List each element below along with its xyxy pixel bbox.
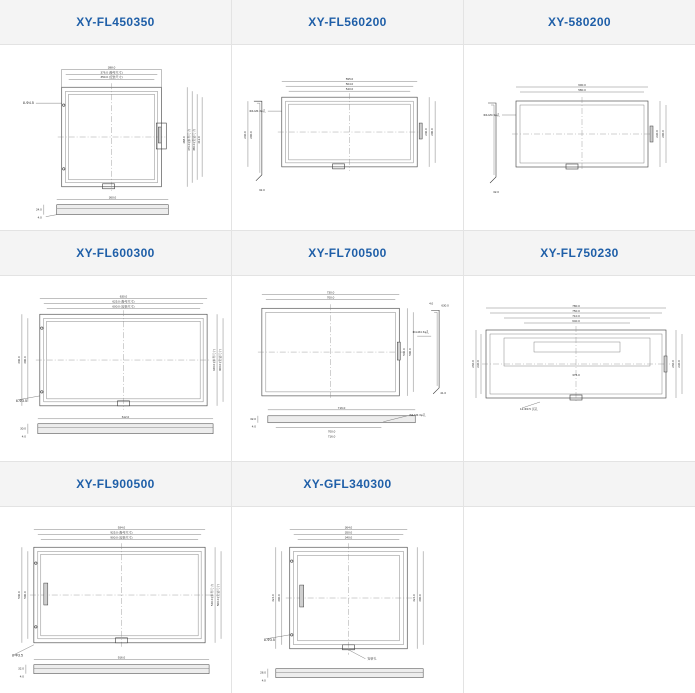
cell-header xyxy=(232,462,463,507)
svg-text:30.0: 30.0 xyxy=(20,426,26,431)
svg-text:32.0: 32.0 xyxy=(250,416,256,421)
svg-text:4.0: 4.0 xyxy=(251,424,256,429)
svg-text:8-Φ3.5: 8-Φ3.5 xyxy=(11,653,23,658)
svg-text:Φ4-M4 3φ孔: Φ4-M4 3φ孔 xyxy=(483,113,500,117)
svg-text:476.0 (参考尺寸): 476.0 (参考尺寸) xyxy=(187,128,192,152)
drawing-area xyxy=(0,45,231,231)
drawing-area xyxy=(232,507,463,693)
product-cell-xy-fl750230[interactable] xyxy=(464,231,695,462)
svg-text:530.0 (参考尺寸): 530.0 (参考尺寸) xyxy=(210,583,215,607)
drawing-area xyxy=(0,507,231,693)
product-title: XY-FL600300 xyxy=(76,246,155,260)
cell-header xyxy=(464,231,695,276)
svg-text:716.0: 716.0 xyxy=(327,434,336,439)
svg-text:12-Φ3.5 沉孔: 12-Φ3.5 沉孔 xyxy=(520,407,538,411)
svg-text:300.0 (安装尺寸): 300.0 (安装尺寸) xyxy=(218,348,223,372)
svg-text:24.0: 24.0 xyxy=(36,207,42,212)
svg-text:8-Φ3.5: 8-Φ3.5 xyxy=(263,637,275,642)
svg-text:540.0: 540.0 xyxy=(345,87,354,92)
technical-drawing-xy-gfl340300 xyxy=(232,507,463,693)
svg-text:564.0: 564.0 xyxy=(345,82,354,87)
cell-header xyxy=(464,0,695,45)
svg-text:700.0: 700.0 xyxy=(326,295,335,300)
cell-header xyxy=(232,0,463,45)
svg-text:710.0: 710.0 xyxy=(572,314,580,318)
svg-text:600.0: 600.0 xyxy=(578,83,586,87)
svg-text:600.0 (安装尺寸): 600.0 (安装尺寸) xyxy=(112,304,135,309)
svg-text:360.0: 360.0 xyxy=(108,195,117,200)
svg-text:530.0: 530.0 xyxy=(402,348,407,356)
svg-text:934.0: 934.0 xyxy=(117,525,126,530)
product-cell-empty xyxy=(464,462,695,693)
svg-text:230.0: 230.0 xyxy=(476,360,480,368)
svg-text:595.0: 595.0 xyxy=(345,77,354,82)
svg-text:28.0: 28.0 xyxy=(260,670,266,675)
svg-text:32.0: 32.0 xyxy=(258,187,265,192)
svg-text:500.0 (安装尺寸): 500.0 (安装尺寸) xyxy=(216,583,221,607)
svg-text:200.0: 200.0 xyxy=(661,130,665,138)
product-title: XY-FL450350 xyxy=(76,15,155,29)
svg-text:Φ4-M4 3φ孔: Φ4-M4 3φ孔 xyxy=(412,330,430,335)
svg-text:200.0: 200.0 xyxy=(248,131,253,139)
svg-text:41.0: 41.0 xyxy=(440,390,446,395)
svg-text:4.0: 4.0 xyxy=(429,301,434,306)
svg-text:730.0: 730.0 xyxy=(326,290,335,295)
svg-text:8-Φ4.5: 8-Φ4.5 xyxy=(22,101,34,106)
svg-text:4.0: 4.0 xyxy=(19,674,24,679)
svg-text:340.0: 340.0 xyxy=(344,535,353,540)
svg-text:260.0: 260.0 xyxy=(671,360,675,368)
product-title: XY-FL750230 xyxy=(540,246,619,260)
svg-text:375.0: 375.0 xyxy=(572,373,580,377)
drawing-area xyxy=(0,276,231,462)
svg-text:6-Φ3.5: 6-Φ3.5 xyxy=(15,398,27,403)
technical-drawing-xy-580200 xyxy=(464,45,695,231)
svg-text:300.0: 300.0 xyxy=(276,594,281,602)
svg-text:230.0: 230.0 xyxy=(424,128,429,136)
drawing-area xyxy=(464,276,695,462)
svg-text:580.0: 580.0 xyxy=(578,88,586,92)
svg-text:300.0: 300.0 xyxy=(22,356,27,364)
cell-header xyxy=(0,0,231,45)
svg-text:450.0 (安装尺寸): 450.0 (安装尺寸) xyxy=(192,128,197,152)
svg-text:4.0: 4.0 xyxy=(261,678,266,683)
svg-text:364.0: 364.0 xyxy=(344,525,353,530)
product-cell-xy-fl600300[interactable] xyxy=(0,231,232,462)
svg-text:900.0 (安装尺寸): 900.0 (安装尺寸) xyxy=(110,535,133,540)
cell-header xyxy=(232,231,463,276)
svg-text:700.0: 700.0 xyxy=(327,429,336,434)
drawing-area xyxy=(232,276,463,462)
svg-text:330.0: 330.0 xyxy=(16,356,21,364)
cell-header-empty xyxy=(464,462,695,507)
technical-drawing-xy-fl700500 xyxy=(232,276,463,462)
svg-text:500.0: 500.0 xyxy=(22,591,27,599)
svg-text:500.0: 500.0 xyxy=(408,348,413,356)
technical-drawing-xy-fl900500 xyxy=(0,507,231,693)
svg-text:4.0: 4.0 xyxy=(37,215,42,220)
drawing-area xyxy=(464,45,695,231)
svg-text:916.0: 916.0 xyxy=(117,655,126,660)
product-cell-xy-gfl340300[interactable] xyxy=(232,462,464,693)
svg-text:630.0: 630.0 xyxy=(119,294,128,299)
product-cell-xy-fl450350[interactable] xyxy=(0,0,232,231)
svg-text:925.0 (参考尺寸): 925.0 (参考尺寸) xyxy=(110,530,133,535)
product-title: XY-FL900500 xyxy=(76,477,155,491)
cell-header xyxy=(0,462,231,507)
svg-text:Φ4-M4 3φ孔: Φ4-M4 3φ孔 xyxy=(249,109,266,114)
drawing-area-empty xyxy=(464,507,695,693)
svg-text:300.0: 300.0 xyxy=(418,594,423,602)
technical-drawing-xy-fl450350 xyxy=(0,45,231,231)
svg-text:388.0: 388.0 xyxy=(107,65,116,70)
drawing-area xyxy=(232,45,463,231)
svg-text:750.0: 750.0 xyxy=(572,309,580,313)
product-cell-xy-fl700500[interactable] xyxy=(232,231,464,462)
product-cell-xy-580200[interactable] xyxy=(464,0,695,231)
svg-text:Φ4-M4 3φ孔: Φ4-M4 3φ孔 xyxy=(409,412,426,417)
svg-text:安装孔: 安装孔 xyxy=(367,656,377,661)
svg-text:32.0: 32.0 xyxy=(493,190,499,194)
svg-text:324.0: 324.0 xyxy=(270,594,275,602)
technical-drawing-xy-fl750230 xyxy=(464,276,695,462)
svg-text:530.0: 530.0 xyxy=(16,591,21,599)
svg-text:200.0: 200.0 xyxy=(430,128,435,136)
product-cell-xy-fl900500[interactable] xyxy=(0,462,232,693)
svg-text:412.0: 412.0 xyxy=(197,136,202,144)
svg-text:324.0: 324.0 xyxy=(412,594,417,602)
svg-text:640.0: 640.0 xyxy=(572,319,580,323)
svg-text:488.0: 488.0 xyxy=(182,136,187,144)
product-cell-xy-fl560200[interactable] xyxy=(232,0,464,231)
cell-header xyxy=(0,231,231,276)
svg-text:230.0: 230.0 xyxy=(677,360,681,368)
svg-text:716.0: 716.0 xyxy=(337,405,346,410)
svg-text:625.0 (参考尺寸): 625.0 (参考尺寸) xyxy=(112,299,135,304)
technical-drawing-xy-fl560200 xyxy=(232,45,463,231)
svg-text:350.0: 350.0 xyxy=(344,530,353,535)
svg-text:260.0: 260.0 xyxy=(471,360,475,368)
svg-text:230.0: 230.0 xyxy=(242,131,247,139)
svg-text:330.0 (参考尺寸): 330.0 (参考尺寸) xyxy=(212,348,217,372)
svg-text:780.0: 780.0 xyxy=(572,304,580,308)
svg-text:230.0: 230.0 xyxy=(655,130,659,138)
product-title: XY-GFL340300 xyxy=(303,477,392,491)
product-title: XY-FL700500 xyxy=(308,246,387,260)
svg-text:350.0 (安装尺寸): 350.0 (安装尺寸) xyxy=(100,75,123,80)
svg-text:376.0 (参考尺寸): 376.0 (参考尺寸) xyxy=(100,70,123,75)
svg-text:32.0: 32.0 xyxy=(18,666,24,671)
svg-text:612.0: 612.0 xyxy=(121,414,130,419)
svg-text:4.0: 4.0 xyxy=(21,434,26,439)
product-title: XY-580200 xyxy=(548,15,611,29)
technical-drawing-xy-fl600300 xyxy=(0,276,231,462)
product-title: XY-FL560200 xyxy=(308,15,387,29)
svg-text:630.0: 630.0 xyxy=(441,303,449,308)
